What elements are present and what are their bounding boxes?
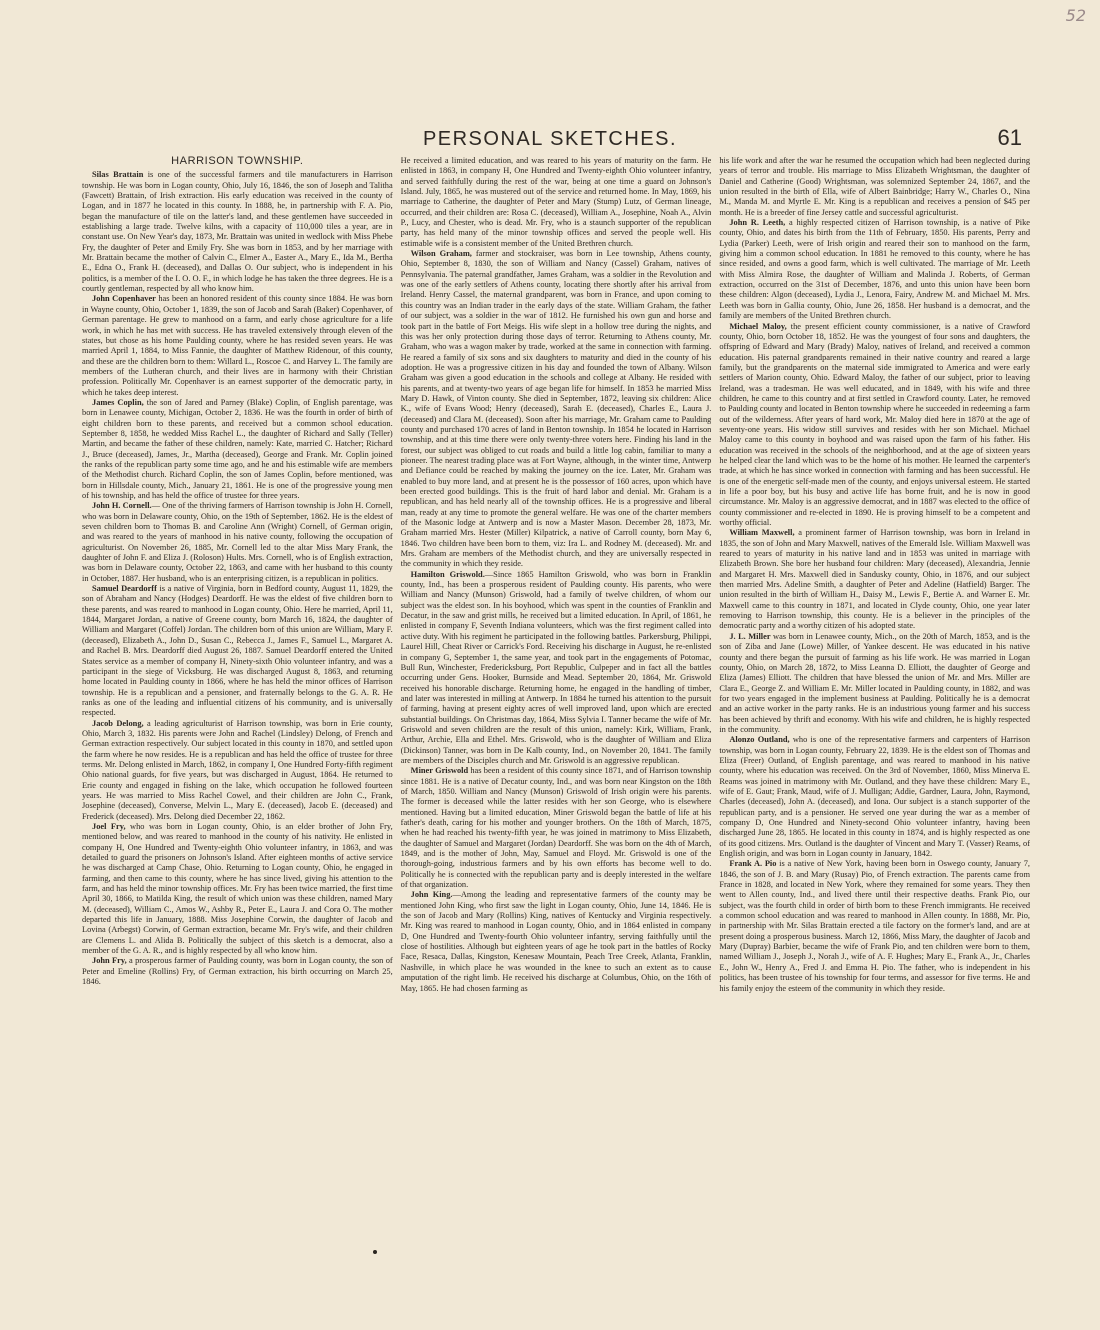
biography-paragraph [82, 719, 393, 822]
biography-paragraph [82, 170, 393, 294]
biography-name: Frank A. Pio [729, 859, 777, 869]
page-title: PERSONAL SKETCHES. [422, 128, 678, 150]
biography-text: —Among the leading and representative farmers of the county may be mentioned John King, who first saw the light in Logan county, Ohio, June 14, 1846. He is the son of Jacob and Mary (Rollins) King, natives of Kentucky and Virginia respectively. Mr. King was reared to manhood in Logan county, Ohio, and in 1864 enlisted in company D, One Hundred and Twenty-fourth Ohio volunteer infantry, serving faithfully until the close of hostilities. Although but eighteen years of age he took part in the battles of Rocky Face, Resaca, Dallas, Kingston, Kenesaw Mountain, Peach Tree Creek, Atlanta, Franklin, Nashville, in which place he was wounded in the knee to such an extent as to cause amputation of the right limb. He received his discharge at Columbus, Ohio, on the 16th of May, 1865. He had chosen farming as [400, 890, 712, 993]
biography-name: John Fry, [92, 956, 127, 966]
biography-name: Wilson Graham, [410, 249, 472, 259]
biography-name: Joel Fry, [92, 822, 126, 831]
text-column-2 [401, 156, 712, 1236]
section-title: HARRISON TOWNSHIP. [171, 156, 304, 167]
text-column-1 [82, 156, 393, 1236]
biography-name: William Maxwell, [729, 528, 795, 538]
biography-name: John Copenhaver [92, 294, 156, 304]
biography-paragraph [401, 766, 712, 890]
biography-paragraph [82, 398, 393, 501]
biography-paragraph [82, 501, 393, 584]
biography-text: the present efficient county commissioner, is a native of Crawford county, Ohio, born October 18, 1852. He was the youngest of four sons and daughters, the offspring of Edward and Mary (Brady) Maloy, natives of Ireland, and received a common education. His paternal grandparents remained in their native country and reared a large family, but the grandparents on the maternal side immigrated to America and were early settlers of Marion county, Ohio. Edward Maloy, the father of our subject, prior to leaving Ireland, was a tradesman. He was well educated, and in 1849, with his wife and three children, he came to this country and at first settled in Crawford county. Later, he removed to Paulding county and located in Benton township where he succeeded in redeeming a farm out of the wilderness. After years of hard work, Mr. Maloy died here in 1870 at the age of seventy-one years. His widow still survives and resides with her son Michael. Michael Maloy came to this county in boyhood and was raised upon the farm of his father. His education was received in the schools of the neighborhood, and at the age of sixteen years he helped clear the land which was to be the home of his mother. He learned the carpenter's trade, at which he has since worked in connection with farming and has been successful. He is one of the energetic self-made men of the county, and enjoys universal esteem. He started in life a poor boy, but his busy and active life has borne fruit, and he is now in good circumstance. Mr. Maloy is an aggressive democrat, and in 1887 was elected to the office of county commissioner and re-elected in 1890. He is proving himself to be a competent and worthy official. [719, 321, 1031, 528]
biography-text: the son of Jared and Parney (Blake) Coplin, of English parentage, was born in Lenawee county, Michigan, October 2, 1836. He was the fourth in order of birth of eight children born to these parents, and received but a common school education. September 8, 1858, he wedded Miss Rachel L., the daughter of Richard and Sally (Teller) Martin, and became the father of these children, namely: Kate, married C. Hatcher; Richard J., Bruce (deceased), James, Jr., Martha (deceased), George and Frank. Mr. Coplin joined the ranks of the republican party some time ago, and he and his estimable wife are members of the Methodist church. Richard Coplin, the son of James Coplin, before mentioned, was born in Hillsdale county, Mich., January 21, 1861. He is one of the progressive young men of his township, and has held the office of trustee for three years. [82, 397, 393, 500]
biography-paragraph [719, 632, 1030, 735]
biography-text: who was born in Logan county, Ohio, is an elder brother of John Fry, mentioned below, and was reared to manhood in the county of his nativity. He enlisted in company H, One Hundred and Twenty-eighth Ohio volunteer infantry, in 1863, and was detailed to guard the prisoners on Johnson's Island. After eighteen months of active service he was discharged at Camp Chase, Ohio. Returning to Logan county, Ohio, he engaged in farming, and then came to this county, where he has since lived, giving his attention to the farm, and has held the minor township offices. Mr. Fry has been twice married, the first time April 30, 1866, to Matilda King, the result of which union was these children, named Mary M. (deceased), William C., Amos W., Ashby R., Peter E., Laura J. and Cora O. The mother departed this life in January, 1888. Miss Josephine Corwin, the daughter of Jacob and Lovina (Arbegst) Corwin, of German extraction, became Mr. Fry's wife, and their children are Clemens L. and Alida B. Politically the subject of this sketch is a democrat, also a member of the G. A. R., and is highly respected by all who know him. [82, 822, 393, 956]
biography-text: was born in Lenawee county, Mich., on the 20th of March, 1853, and is the son of Ziba and Jane (Lowe) Miller, of Yankee descent. He was educated in his native county and there began the pursuit of farming as his life work. He was married in Logan county, Ohio, on March 28, 1872, to Miss Leanna D. Elliott, the daughter of George and Eliza (James) Elliott. The children that have blessed the union of Mr. and Mrs. Miller are Clara E., George Z. and William E. Mr. Miller located in Paulding county, in 1882, and was for two years engaged in the implement business at Paulding. Politically he is a democrat and an active worker in the party ranks. He is an industrious young farmer and his success has been achieved by thrift and economy. With his wife and children, he is highly respected in the community. [719, 631, 1031, 734]
biography-paragraph [82, 584, 393, 718]
biography-name: Hamilton Griswold. [410, 569, 485, 579]
biography-text: farmer and stockraiser, was born in Lee township, Athens county, Ohio, September 8, 1830, the son of William and Nancy (Cassel) Graham, natives of Pennsylvania. The paternal grandfather, James Graham, was a soldier in the Revolution and was one of the early settlers of Athens county, locating there shortly after his arrival from Ireland. Henry Cassel, the maternal grandparent, was born in France, and upon coming to this country was an Indian trader in the early days of the state. William Graham, the father of our subject, was a soldier in the war of 1812. He furnished his own gun and horse and took part in the battle of Fort Meigs. His wife slept in a hollow tree during the nights, and this was her only protection during those days of terror. Returning to Athens county, Mr. Graham, who was a wagon maker by trade, worked at the same in connection with farming. He reared a family of six sons and six daughters to maturity and died in the county of his adoption. He was a progressive citizen in his day and founded the town of Albany. Wilson Graham was given a good education in the schools and college at Albany. He resided with his parents, and at twenty-two years of age began life for himself. In 1853 he married Miss Mary D. Hawk, of Vinton county. She died in September, 1872, leaving six children: Alice K., wife of Evans Wood; Henry (deceased), Sarah E. (deceased), Charles E., Laura J. (deceased) and Clara M. (deceased). Soon after his marriage, Mr. Graham came to Paulding county and purchased 170 acres of land in Benton township. In 1854 he located in Harrison township, and at this time there were only twenty-three voters here. Finding his land in the forest, our subject was obliged to cut roads and build a little log cabin, familiar to many a pioneer. The nearest trading place was at Fort Wayne, although, in the winter time, Antwerp and Defiance could be reached by making the journey on the ice. Later, Mr. Graham was enabled to buy more land, and at present he is the possessor of 160 acres, upon which have been erected good buildings. This is the fruit of hard labor and denial. Mr. Graham is a republican, and has held nearly all of the township offices. He is a progressive and liberal man, ready at any time to promote the general welfare. He was one of the charter members of the Masonic lodge at Antwerp and is now a Master Mason. December 28, 1873, Mr. Graham married Mrs. Hester (Miller) Kilpatrick, a native of Carroll county, born May 6, 1846. Two children have been born to them, viz: Ira L. and Rodney M. (deceased). Mr. and Mrs. Graham are members of the Methodist church, and they are universally respected in the community in which they reside. [400, 249, 712, 569]
biography-paragraph [82, 822, 393, 956]
biography-paragraph [401, 156, 712, 249]
biography-text: — One of the thriving farmers of Harrison township is John H. Cornell, who was born in Delaware county, Ohio, on the 19th of September, 1862. He is the eldest of seven children born to Thomas B. and Caroline Ann (Wright) Cornell, of German origin, and was reared to the years of manhood in his native county, following the occupation of agriculturist. On November 26, 1885, Mr. Cornell led to the altar Miss Mary Frank, the daughter of John F. and Eliza J. (Roloson) Hults. Mrs. Cornell, who is of English extraction, was born in Delaware county, October 22, 1863, and came with her husband to this county in October, 1887. Her husband, who is an enterprising citizen, is a republican in politics. [82, 501, 393, 583]
biography-name: Silas Brattain [92, 170, 144, 180]
biography-text: He received a limited education, and was reared to his years of maturity on the farm. He enlisted in 1863, in company H, One Hundred and Twenty-eighth Ohio volunteer infantry, and served faithfully during the rest of the war, being at one time a guard on Johnson's Island. July, 1865, he was mustered out of the service and returned home. In May, 1869, his marriage to Catherine, the daughter of Peter and Mary (Stump) Lutz, of German lineage, occurred, and their children are: Rosa C. (deceased), William A., Josephine, Noah A., Alvin P., Lucy, and Chester, who is dead. Mr. Fry, who is a staunch supporter of the republican party, has held many of the minor township offices and served the people well. His estimable wife is a consistent member of the United Brethren church. [400, 156, 712, 248]
biography-text: a prosperous farmer of Paulding county, was born in Logan county, the son of Peter and Emeline (Rollins) Fry, of German extraction, his birth occurring on March 25, 1846. [82, 956, 393, 987]
biography-name: Michael Maloy, [729, 321, 787, 331]
biography-name: James Coplin, [92, 397, 144, 407]
biography-paragraph [719, 218, 1030, 321]
biography-paragraph [82, 294, 393, 397]
biography-paragraph [401, 890, 712, 993]
biography-name: John H. Cornell. [92, 501, 152, 511]
biography-name: John R. Leeth, [729, 218, 786, 228]
biography-paragraph [82, 956, 393, 987]
biography-name: John King. [410, 890, 453, 900]
biography-text: is one of the successful farmers and tile manufacturers in Harrison township. He was born in Logan county, Ohio, July 16, 1846, the son of Joseph and Talitha (Fawcett) Brattain, of Irish extraction. His early education was received in the county of Logan, and in 1877 he located in this county. In 1888, he, in partnership with F. A. Pio, began the manufacture of tile on the latter's land, and these gentlemen have succeeded in establishing a large trade. Twelve kilns, with a capacity of 110,000 tiles a year, are in constant use. On New Year's day, 1873, Mr. Brattain was united in wedlock with Miss Phebe Fry, the daughter of Peter and Emily Fry. She was born in 1853, and by her marriage with Mr. Brattain became the mother of Calvin C., Elmer A., Easter A., Mary E., Ida M., Bertha E., Edna O., Frank H. (deceased), and Dallas O. Our subject, who is independent in his politics, is a member of the I. O. O. F., in which lodge he has taken the three degrees. He is a courtly gentleman, respected by all who know him. [82, 170, 393, 294]
biography-text: is a native of New York, having been born in Oswego county, January 7, 1846, the son of J. B. and Mary (Rusay) Pio, of French extraction. The parents came from France in 1828, and located in New York, where they remained for some years. They then went to Allen county, Ind., and lived there until their respective deaths. Frank Pio, our subject, was the fourth child in order of birth born to these French immigrants. He received a common school education and was reared to manhood in Allen county. In 1888, Mr. Pio, in partnership with Mr. Silas Brattain erected a tile factory on the former's land, and are at present doing a prosperous business. March 12, 1866, Miss Mary, the daughter of Jacob and Mary (Dupray) Barbier, became the wife of Frank Pio, and ten children were born to them, named William J., Joseph J., Norah J., wife of A. F. Hughes; Mary E., Frank A., Jr., Charles E., John W., Henry A., Fred J. and Emma H. Pio. The father, who is independent in his politics, has been trustee of his township for four terms, and assessor for five terms. He and his family enjoy the esteem of the community in which they reside. [719, 859, 1031, 993]
biography-paragraph [719, 859, 1030, 993]
biography-paragraph [719, 156, 1030, 218]
biography-paragraph [719, 735, 1030, 859]
biography-paragraph [401, 570, 712, 767]
biography-text: has been an honored resident of this county since 1884. He was born in Wayne county, Ohio, October 1, 1839, the son of Jacob and Sarah (Baker) Copenhaver, of German parentage. He grew to manhood on a farm, and early chose agriculture for a life work, in which he has met with success. He has traveled extensively through eleven of the states, but chose as his home Paulding county, where he has resided seven years. He was married April 1, 1884, to Miss Fannie, the daughter of Matthew Ridenour, of this county, and these are the children born to them: Willard L., Roscoe C. and Harvey L. The family are members of the Lutheran church, and their lives are in harmony with their Christian profession. Politically Mr. Copenhaver is an earnest supporter of the democratic party, in which he takes deep interest. [82, 294, 393, 397]
biography-paragraph [719, 322, 1030, 529]
biography-paragraph [719, 528, 1030, 631]
biography-text: his life work and after the war he resumed the occupation which had been neglected during years of terror and trouble. His marriage to Miss Elizabeth Wrightsman, the daughter of Daniel and Catherine (Good) Wrightsman, was solemnized September 24, 1867, and the union resulted in the birth of Ella, wife of Albert Bainbridge; Harry W., Charles O., Nina M., Manda M. and Myrtle E. Mr. King is a republican and receives a pension of $45 per month. He is a breeder of fine Jersey cattle and successful agriculturist. [719, 156, 1031, 217]
biography-paragraph [401, 249, 712, 570]
biography-text: a highly respected citizen of Harrison township, is a native of Pike county, Ohio, and dates his birth from the 11th of February, 1850. His parents, Perry and Lydia (Parker) Leeth, were of Irish origin and reared their son to manhood on the farm, giving him a common school education. In 1881 he removed to this county, where he has since resided, and owns a good farm, which is well cultivated. The marriage of Mr. Leeth with Miss Almira Rose, the daughter of William and Malinda J. Roberts, of German extraction, occurred on the 31st of December, 1876, and unto this union have been born these children: Algon (deceased), Lydia J., Lenora, Fairy, Andrew M. and Michael M. Mrs. Leeth was born in Gallia county, Ohio, June 26, 1858. Her husband is a democrat, and the family are members of the United Brethren church. [719, 218, 1031, 321]
corner-page-mark: 52 [1065, 6, 1086, 25]
biography-text: has been a resident of this county since 1871, and of Harrison township since 1881. He is a native of Decatur county, Ind., and was born near Kingston on the 18th of March, 1850. William and Nancy (Munson) Griswold of Irish origin were his parents. The former is deceased while the latter resides with her son George, who is elsewhere mentioned. Having but a limited education, Miner Griswold began the battle of life at his father's death, caring for his mother and younger brothers. On the 18th of March, 1875, when he had reached his twenty-fifth year, he was joined in matrimony to Miss Elizabeth, the daughter of Samuel and Margaret (Jordan) Deardorff. She was born on the 4th of March, 1849, and is the mother of John, May, Samuel and Floyd. Mr. Griswold is one of the thorough-going, industrious farmers and by his own efforts has become well to do. Politically he is connected with the republican party and is deeply interested in the welfare of that organization. [400, 766, 712, 890]
footer-dot [373, 1250, 377, 1254]
biography-text: —Since 1865 Hamilton Griswold, who was born in Franklin county, Ind., has been a prosperous resident of Paulding county. His parents, who were William and Nancy (Munson) Griswold, had a family of twelve children, of whom our subject was the eldest son. In his boyhood, which was spent in the counties of Franklin and Decatur, in the saw and grist mills, he received but a limited education. In April, of 1861, he enlisted in company F, Seventh Indiana volunteers, which was the first regiment called into active duty. With his regiment he participated in the following battles. Parkersburg, Philippi, Laurel Hill, Cheat River or Carrick's Ford. Receiving his discharge in August, he re-enlisted in company G, September 1, the same year, and took part in the engagements of Potomac, Bull Run, Winchester, Fredericksburg, Port Republic, Culpeper and in fact all the battles occurring under Gens. Hooker, Burnside and Mead. September 20, 1864, Mr. Griswold received his honorable discharge. Returning home, he engaged in the handling of timber, and later was interested in milling at Antwerp. In 1884 he turned his attention to the pursuit of farming, having at present eighty acres of well improved land, upon which are erected substantial buildings. On Christmas day, 1864, Miss Sylvia I. Tanner became the wife of Mr. Griswold and seven children are the result of this union, namely: Kirk, William, Frank, Arthur, Archie, Ella and Ethel. Mrs. Griswold, who is the daughter of William and Eliza (Dickinson) Tanner, was born in De Kalb county, Ind., on November 20, 1841. The family are members of the Disciples church and Mr. Griswold is an aggressive republican. [400, 569, 712, 765]
text-columns [82, 156, 1030, 1236]
biography-name: Samuel Deardorff [92, 584, 157, 594]
biography-name: Jacob Delong, [92, 718, 144, 728]
biography-text: who is one of the representative farmers and carpenters of Harrison township, was born in Logan county, February 22, 1839. He is the eldest son of Thomas and Eliza (Freer) Outland, of English parentage, and was reared to manhood in his native county, where his education was received. On the 3rd of November, 1860, Miss Minerva E. Reams was joined in matrimony with Mr. Outland, and they have these children: Mary E., wife of E. Gaut; Frank, Maud, wife of J. Mulligan; Addie, Gardner, Laura, John, Raymond, Charles (deceased), John A. (deceased), and Iona. Our subject is a stanch supporter of the republican party, and is a pensioner. He served one year during the war as a member of company D, One Hundred and Ninety-second Ohio volunteer infantry, having been discharged June 28, 1865. He located in this county in 1874, and is highly respected as one of its good citizens. Mrs. Outland is the daughter of Vincent and Mary T. (Vasser) Reams, of English origin, and was born in Logan county in January, 1842. [719, 735, 1031, 859]
biography-name: Alonzo Outland, [729, 735, 790, 745]
biography-name: Miner Griswold [410, 766, 469, 776]
text-column-3 [719, 156, 1030, 1236]
biography-text: is a native of Virginia, born in Bedford county, August 11, 1829, the son of Abraham and Nancy (Hodges) Deardorff. He was the eldest of five children born to these parents, and was reared to manhood in Logan county, Ohio. Here he married, April 11, 1844, Margaret Jordan, a native of Greene county, born March 16, 1824, the daughter of William and Margaret (Coffel) Jordan. The children born of this union are William, Mary F. (deceased), Elizabeth A., John D., Susan C., Rebecca J., James F., Samuel L., Margaret A. and Rachel B. Mrs. Deardorff died August 26, 1887. Samuel Deardorff entered the United States service as a member of company H, Ninety-sixth Ohio volunteer infantry, and was a participant in the siege of Vicksburg. He was discharged August 8, 1863, and returning home located in Paulding county in 1866, where he has held the minor offices of Harrison township. He is a republican and a pensioner, and fraternally belongs to the G. A. R. He ranks as one of the leading and influential citizens of his community, and is universally respected. [82, 584, 393, 718]
biography-text: a prominent farmer of Harrison township, was born in Ireland in 1835, the son of John and Mary Maxwell, natives of the Emerald Isle. William Maxwell was reared to years of maturity in his native land and in 1853 was united in marriage with Elizabeth Brown. She bore her husband four children: Mary (deceased), Alexandria, Jennie and Margaret H. Mrs. Maxwell died in Sandusky county, Ohio, in 1876, and our subject then married Mrs. Adeline Smith, a daughter of Peter and Adeline (Hatfield) Barger. The union resulted in the birth of William H., Daisy M., Lewis F., Bertie A. and Warner E. Mr. Maxwell came to this country in 1871, and located in Clyde county, Ohio, one year later removing to Harrison township, this county. He is a believer in the principles of the democratic party and a worthy citizen of his adopted state. [719, 528, 1031, 631]
page-number: 61 [997, 125, 1022, 150]
biography-text: a leading agriculturist of Harrison township, was born in Erie county, Ohio, March 3, 1832. His parents were John and Rachel (Lindsley) Delong, of French and German extraction respectively. Our subject located in this county in 1870, and settled upon the farm where he now resides. He is a republican and has held the office of trustee for three terms. Mr. Delong enlisted in March, 1862, in company I, One Hundred Forty-fifth regiment Ohio national guards, for five years, but was discharged in August, 1864. He returned to Erie county and engaged in fishing on the lake, which occupation he followed fourteen years. He was married to Miss Rachel Cowel, and their children are John C., Frank, Josephine (deceased), Converse, Melvin L., Mary E. (deceased), Jacob E. (deceased) and Frederick (deceased). Mrs. Delong died December 22, 1862. [82, 718, 393, 821]
biography-name: J. L. Miller [729, 631, 771, 641]
